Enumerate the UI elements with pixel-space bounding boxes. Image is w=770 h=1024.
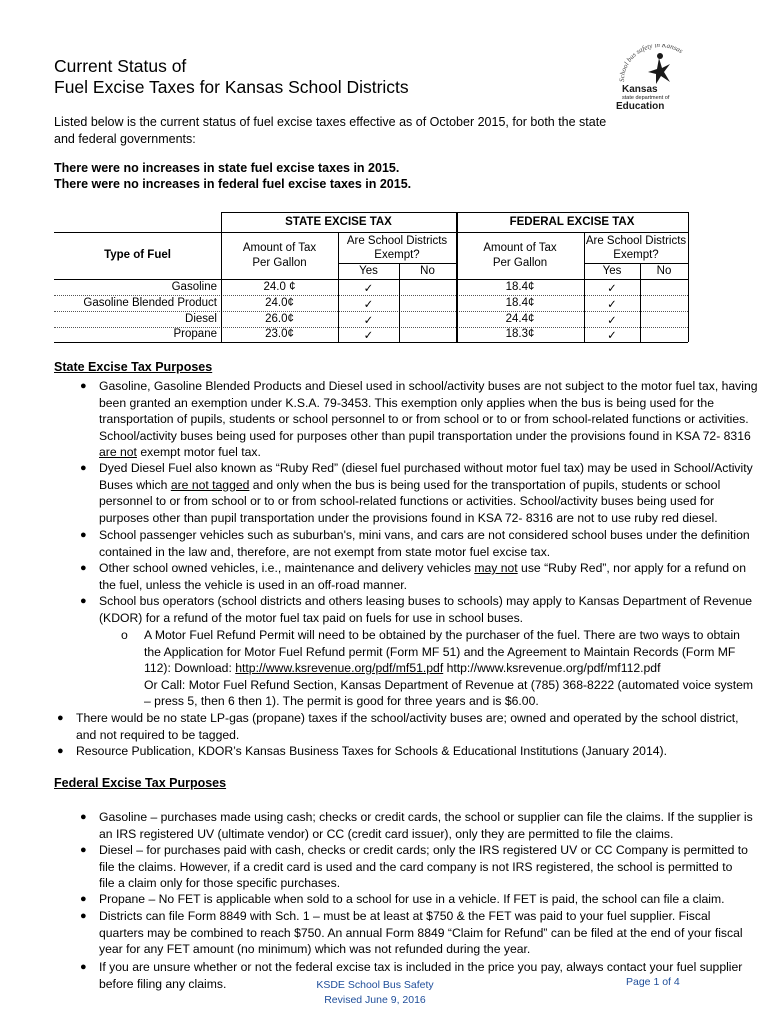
footer bbox=[300, 978, 450, 1008]
footer-revised: Revised June 9, 2016 bbox=[324, 994, 426, 1006]
mf112-download-link[interactable]: http://www.ksrevenue.org/pdf/mf112.pdf bbox=[443, 661, 661, 675]
text-line: A Motor Fuel Refund Permit will need to be obtained by the purchaser of the fuel. There are two ways to obtain bbox=[144, 628, 740, 642]
text-line: Gasoline – purchases made using cash; checks or credit cards, the school or supplier can file the claims. If the supplier is bbox=[99, 810, 753, 824]
federal-yesno-border bbox=[584, 263, 688, 264]
star-figure-icon bbox=[648, 53, 670, 84]
ksde-logo-graphic bbox=[604, 44, 704, 112]
bullet-icon: ● bbox=[80, 811, 87, 823]
federal-increase-note: There were no increases in federal fuel excise taxes in 2015. bbox=[54, 177, 412, 191]
row-divider-2 bbox=[54, 311, 688, 312]
increase-notes bbox=[54, 160, 411, 192]
text-line: and not required to be tagged. bbox=[76, 727, 240, 742]
text-line: If you are unsure whether or not the federal excise tax is included in the price you pay, always contact your fuel supplier bbox=[99, 960, 743, 974]
federal-excise-header: FEDERAL EXCISE TAX bbox=[509, 216, 635, 228]
fuel-type-cell: Gasoline bbox=[171, 281, 217, 293]
state-amount-header bbox=[221, 241, 338, 271]
fuel-type-cell: Gasoline Blended Product bbox=[83, 297, 217, 309]
state-bullet-propane bbox=[76, 710, 739, 743]
text-span: Buses which bbox=[99, 477, 171, 492]
bullet-icon: ● bbox=[80, 562, 87, 574]
fuel-type-cell: Propane bbox=[173, 328, 217, 340]
state-amount-cell: 24.0¢ bbox=[265, 297, 294, 309]
state-yesno-border bbox=[338, 263, 456, 264]
state-exempt-header bbox=[338, 234, 456, 262]
title-line-2: Fuel Excise Taxes for Kansas School Districts bbox=[54, 77, 409, 97]
title-line-1: Current Status of bbox=[54, 56, 187, 76]
text-line: personnel to or from school or to or from school-related functions or activities. School/activity buses being used for bbox=[99, 494, 715, 508]
ksde-logo bbox=[604, 44, 704, 112]
logo-arc-text bbox=[618, 44, 685, 82]
text-line: Dyed Diesel Fuel also known as “Ruby Red” (diesel fuel purchased without motor fuel tax) may be used in School/Activity bbox=[99, 461, 753, 475]
bullet-icon: ● bbox=[57, 745, 64, 757]
text-span: exempt motor fuel tax. bbox=[136, 445, 261, 459]
text-line bbox=[99, 477, 753, 494]
federal-amount-cell: 18.4¢ bbox=[505, 281, 535, 293]
fuel-type-cell: Diesel bbox=[185, 313, 217, 325]
federal-yes-check-icon: ✓ bbox=[607, 299, 617, 311]
bullet-icon: ● bbox=[80, 529, 87, 541]
state-bullet-gasoline bbox=[99, 378, 758, 461]
footer-title: KSDE School Bus Safety bbox=[316, 979, 434, 991]
federal-bullet-form-8849 bbox=[99, 908, 743, 958]
text-span: Other school owned vehicles, i.e., maintenance and delivery vehicles bbox=[99, 561, 475, 575]
federal-bullet-propane: Propane – No FET is applicable when sold to a school for use in a vehicle. If FET is paid, the school can file a claim. bbox=[99, 892, 725, 906]
text-line bbox=[99, 560, 746, 577]
federal-bullet-diesel bbox=[99, 842, 748, 892]
bullet-icon: ● bbox=[80, 844, 87, 856]
text-line: (KDOR) for a refund of the motor fuel tax paid on fuels for use in school buses. bbox=[99, 610, 524, 625]
sub-bullet-marker: o bbox=[121, 628, 128, 642]
state-excise-header: STATE EXCISE TAX bbox=[285, 216, 392, 228]
state-exempt-header-line1: Are School Districts bbox=[346, 235, 448, 247]
state-bullet-bus-operators bbox=[99, 593, 752, 626]
text-line bbox=[99, 444, 758, 461]
type-of-fuel-header: Type of Fuel bbox=[104, 249, 171, 261]
mf51-download-link[interactable]: http://www.ksrevenue.org/pdf/mf51.pdf bbox=[235, 661, 444, 675]
logo-sub: state department of bbox=[622, 95, 670, 101]
federal-exempt-header-line1: Are School Districts bbox=[585, 235, 687, 247]
state-amount-header-line1: Amount of Tax bbox=[242, 242, 317, 254]
federal-amount-cell: 24.4¢ bbox=[505, 313, 535, 325]
state-amount-cell: 24.0 ¢ bbox=[263, 281, 296, 293]
federal-purposes-heading: Federal Excise Tax Purposes bbox=[54, 776, 227, 790]
bullet-icon: ● bbox=[80, 380, 87, 392]
federal-yes-check-icon: ✓ bbox=[607, 283, 617, 295]
text-line: Districts can file Form 8849 with Sch. 1 – must be at least at $750 & the FET was paid to your fuel supplier. Fiscal bbox=[99, 909, 711, 923]
table-body-border bbox=[54, 279, 688, 280]
text-line: School bus operators (school districts and others leasing buses to schools) may apply to Kansas Department of Revenue bbox=[99, 594, 753, 608]
text-line: before filing any claims. bbox=[99, 976, 227, 991]
table-bottom-border bbox=[54, 342, 688, 343]
text-line: – press 5, then 6 then 1). The permit is good for three years and is $6.00. bbox=[144, 694, 539, 708]
federal-amount-header-line1: Amount of Tax bbox=[483, 242, 557, 254]
text-line: an IRS registered UV (ultimate vendor) or CC (credit card issuer), only they are permitted to file the claims. bbox=[99, 826, 674, 841]
text-span: 112): Download: bbox=[144, 661, 236, 675]
row-divider-1 bbox=[54, 295, 688, 296]
logo-education: Education bbox=[616, 101, 665, 112]
state-yes-check-icon: ✓ bbox=[363, 299, 374, 311]
text-span: and only when the bus is being used for the transportation of pupils, students or school bbox=[249, 477, 721, 492]
text-line: year for any FET amount (no minimum) which was not refunded during the year. bbox=[99, 942, 531, 956]
state-bullet-passenger-vehicles bbox=[99, 527, 750, 560]
bullet-icon: ● bbox=[80, 893, 87, 905]
text-line: the fuel, unless the vehicle is used in an off-road manner. bbox=[99, 577, 408, 592]
federal-no-header: No bbox=[656, 265, 672, 277]
text-line: contained in the law and, therefore, are not exempt from state motor fuel excise tax. bbox=[99, 544, 551, 559]
bullet-icon: ● bbox=[80, 462, 87, 474]
refund-permit-subitem bbox=[144, 627, 753, 710]
federal-amount-header-line2: Per Gallon bbox=[492, 257, 548, 269]
underlined-are-not-tagged: are not tagged bbox=[170, 477, 250, 492]
text-line: been granted an exemption under K.S.A. 79-3453. This exemption only applies when the bus is being used for the bbox=[99, 395, 714, 410]
federal-amount-cell: 18.3¢ bbox=[505, 328, 535, 340]
federal-yes-header: Yes bbox=[602, 265, 622, 277]
bullet-icon: ● bbox=[57, 712, 64, 724]
state-yes-check-icon: ✓ bbox=[363, 283, 374, 295]
table-top-border bbox=[221, 212, 688, 213]
state-amount-cell: 23.0¢ bbox=[265, 328, 294, 340]
text-line: quarters may be combined to reach $750. An annual Form 8849 “Claim for Refund” can be filed at the end of your fiscal bbox=[99, 925, 743, 940]
table-header-border bbox=[54, 232, 688, 233]
federal-bullet-gasoline bbox=[99, 809, 753, 842]
bullet-icon: ● bbox=[80, 961, 87, 973]
text-line: There would be no state LP-gas (propane) taxes if the school/activity buses are; owned and operated by the school district, bbox=[76, 711, 739, 725]
page-title bbox=[54, 56, 409, 98]
table-right-border bbox=[688, 212, 689, 342]
state-purposes-heading: State Excise Tax Purposes bbox=[54, 360, 213, 374]
bullet-icon: ● bbox=[80, 910, 87, 922]
state-yes-check-icon: ✓ bbox=[363, 315, 374, 327]
text-line: Gasoline, Gasoline Blended Products and Diesel used in school/activity buses are not subject to the motor fuel tax, having bbox=[99, 379, 758, 393]
text-line bbox=[144, 660, 753, 677]
text-line: file a claim only for those specific purchases. bbox=[99, 876, 341, 890]
state-bullet-other-vehicles bbox=[99, 560, 746, 593]
state-yes-check-icon: ✓ bbox=[363, 330, 374, 342]
state-exempt-header-line2: Exempt? bbox=[374, 249, 420, 261]
state-increase-note: There were no increases in state fuel excise taxes in 2015. bbox=[54, 161, 400, 175]
federal-yes-check-icon: ✓ bbox=[607, 330, 617, 342]
page-number: Page 1 of 4 bbox=[626, 976, 680, 988]
state-no-header: No bbox=[420, 265, 435, 277]
state-yes-header: Yes bbox=[359, 265, 378, 277]
text-line: Or Call: Motor Fuel Refund Section, Kansas Department of Revenue at (785) 368-8222 (automated voice system bbox=[144, 677, 754, 692]
text-line: School passenger vehicles such as suburban's, mini vans, and cars are not considered school buses under the definition bbox=[99, 528, 750, 542]
federal-exempt-header-line2: Exempt? bbox=[613, 249, 659, 261]
bullet-icon: ● bbox=[80, 595, 87, 607]
federal-exempt-header bbox=[584, 234, 688, 262]
logo-name: Kansas bbox=[622, 84, 658, 95]
intro-paragraph: Listed below is the current status of fuel excise taxes effective as of October 2015, for both the state and federal governments: bbox=[54, 115, 607, 146]
federal-amount-cell: 18.4¢ bbox=[505, 297, 535, 309]
text-line: file the claims. However, if a credit card is used and the card company is not IRS registered, the school is permitted to bbox=[99, 859, 733, 874]
text-span: use “Ruby Red”, nor apply for a refund on bbox=[517, 561, 746, 575]
state-amount-cell: 26.0¢ bbox=[265, 313, 294, 325]
underlined-may-not: may not bbox=[474, 561, 518, 575]
state-amount-header-line2: Per Gallon bbox=[252, 257, 307, 269]
text-line: Diesel – for purchases paid with cash, checks or credit cards; only the IRS registered UV or CC Company is permitted to bbox=[99, 843, 748, 857]
underlined-are-not: are not bbox=[99, 445, 137, 459]
text-line: purposes other than pupil transportation under the provisions found in KSA 72- 8316 are not to use ruby red diesel. bbox=[99, 510, 718, 525]
text-line: transportation of pupils, students or school personnel to or from school or to or from school-related functions or activities. bbox=[99, 412, 749, 426]
federal-amount-header bbox=[456, 241, 584, 271]
federal-yes-check-icon: ✓ bbox=[607, 315, 617, 327]
text-line: the Application for Motor Fuel Refund permit (Form MF 51) and the Agreement to Maintain Records (Form MF bbox=[144, 644, 736, 659]
logo-arc-textpath: School bus safety in Kansas bbox=[617, 44, 685, 83]
state-bullet-resource: Resource Publication, KDOR’s Kansas Business Taxes for Schools & Educational Institutions (January 2014). bbox=[76, 744, 667, 758]
text-line: School/activity buses being used for purposes other than pupil transportation under the provisions found in KSA 72- 8316 bbox=[99, 428, 751, 443]
state-bullet-dyed-diesel bbox=[99, 460, 753, 526]
